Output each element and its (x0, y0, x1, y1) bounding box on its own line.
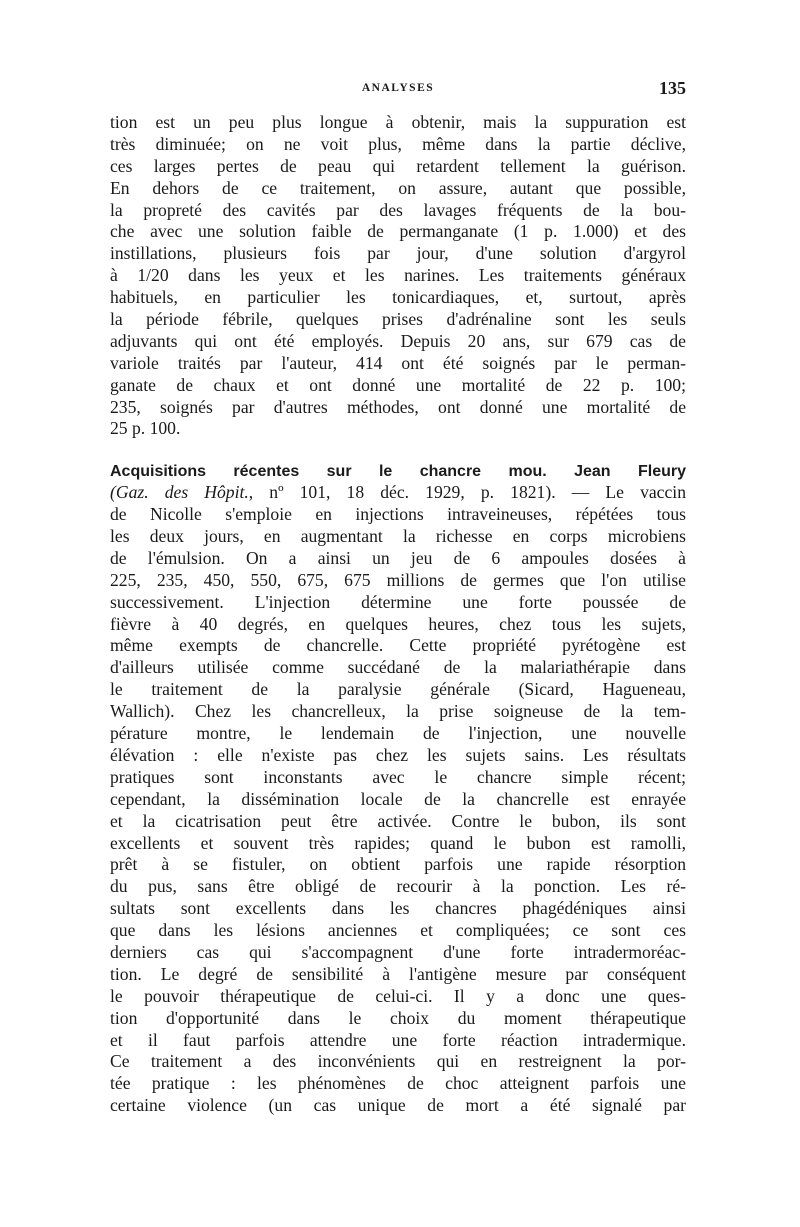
text-line: les deux jours, en augmentant la richesse en corps microbiens (110, 526, 686, 547)
text-line: Wallich). Chez les chancrelleux, la prise soigneuse de la tem- (110, 701, 686, 722)
text-line: la période fébrile, quelques prises d'adrénaline sont les seuls (110, 309, 686, 330)
text-line: tion est un peu plus longue à obtenir, mais la suppuration est (110, 112, 686, 132)
body-text (110, 112, 686, 1117)
text-line: certaine violence (un cas unique de mort a été signalé par (110, 1095, 686, 1116)
text-line: et il faut parfois attendre une forte réaction intradermique. (110, 1029, 686, 1050)
text-line: le pouvoir thérapeutique de celui-ci. Il y a donc une ques- (110, 985, 686, 1006)
text-line: pratiques sont inconstants avec le chancre simple récent; (110, 766, 686, 787)
text-line: 235, soignés par d'autres méthodes, ont donné une mortalité de (110, 396, 686, 417)
text-line: ganate de chaux et ont donné une mortalité de 22 p. 100; (110, 374, 686, 395)
paragraph-chancre-mou (110, 460, 686, 1117)
text-line: che avec une solution faible de permanganate (1 p. 1.000) et des (110, 221, 686, 242)
running-title: ANALYSES (361, 82, 435, 94)
text-line: successivement. L'injection détermine une forte poussée de (110, 591, 686, 612)
text-line: tion. Le degré de sensibilité à l'antigène mesure par conséquent (110, 963, 686, 984)
text-line: et la cicatrisation peut être activée. Contre le bubon, ils sont (110, 810, 686, 831)
text-line: prêt à se fistuler, on obtient parfois une rapide résorption (110, 854, 686, 875)
text-line: derniers cas qui s'accompagnent d'une forte intradermoréac- (110, 941, 686, 962)
text-line: tion d'opportunité dans le choix du moment thérapeutique (110, 1007, 686, 1028)
text-line: instillations, plusieurs fois par jour, d'une solution d'argyrol (110, 243, 686, 264)
text-line: de l'émulsion. On a ainsi un jeu de 6 ampoules dosées à (110, 547, 686, 568)
text-line: 25 p. 100. (110, 418, 181, 439)
text-line: même exempts de chancrelle. Cette propriété pyrétogène est (110, 635, 686, 656)
text-line: excellents et souvent très rapides; quand le bubon est ramolli, (110, 832, 686, 853)
text-line: très diminuée; on ne voit plus, même dans la partie déclive, (110, 133, 686, 154)
text-line: à 1/20 dans les yeux et les narines. Les traitements généraux (110, 265, 686, 286)
citation-line (110, 482, 686, 504)
paragraph-variole-treatment (110, 112, 686, 440)
text-line: adjuvants qui ont été employés. Depuis 20 ans, sur 679 cas de (110, 330, 686, 351)
paragraph-gap (110, 440, 686, 460)
text-line: ces larges pertes de peau qui retardent tellement la guérison. (110, 155, 686, 176)
text-line: le traitement de la paralysie générale (Sicard, Hagueneau, (110, 679, 686, 700)
text-line: 225, 235, 450, 550, 675, 675 millions de germes que l'on utilise (110, 569, 686, 590)
text-line: En dehors de ce traitement, on assure, autant que possible, (110, 177, 686, 198)
text-line: d'ailleurs utilisée comme succédané de la malariathérapie dans (110, 657, 686, 678)
text-line: la propreté des cavités par des lavages fréquents de la bou- (110, 199, 686, 220)
text-line: de Nicolle s'emploie en injections intraveineuses, répétées tous (110, 504, 686, 525)
text-line: sultats sont excellents dans les chancres phagédéniques ainsi (110, 898, 686, 919)
section-title: Acquisitions récentes sur le chancre mou. Jean Fleury (110, 463, 686, 481)
text-line: élévation : elle n'existe pas chez les sujets sains. Les résultats (110, 744, 686, 765)
section-heading-line (110, 460, 686, 482)
running-header (110, 78, 686, 102)
text-line: cependant, la dissémination locale de la chancrelle est enrayée (110, 788, 686, 809)
text-line: pérature montre, le lendemain de l'injection, une nouvelle (110, 723, 686, 744)
text-line: fièvre à 40 degrés, en quelques heures, chez tous les sujets, (110, 613, 686, 634)
text-line: tée pratique : les phénomènes de choc atteignent parfois une (110, 1073, 686, 1094)
citation-rest: , nº 101, 18 déc. 1929, p. 1821). — Le vaccin (248, 482, 686, 503)
text-line: Ce traitement a des inconvénients qui en restreignent la por- (110, 1051, 686, 1072)
text-line: que dans les lésions anciennes et compliquées; ce sont ces (110, 920, 686, 941)
text-line: du pus, sans être obligé de recourir à la ponction. Les ré- (110, 876, 686, 897)
page-number: 135 (659, 78, 686, 98)
text-line: variole traités par l'auteur, 414 ont été soignés par le perman- (110, 352, 686, 373)
text-line: habituels, en particulier les tonicardiaques, et, surtout, après (110, 287, 686, 308)
journal-citation: (Gaz. des Hôpit. (110, 482, 249, 503)
